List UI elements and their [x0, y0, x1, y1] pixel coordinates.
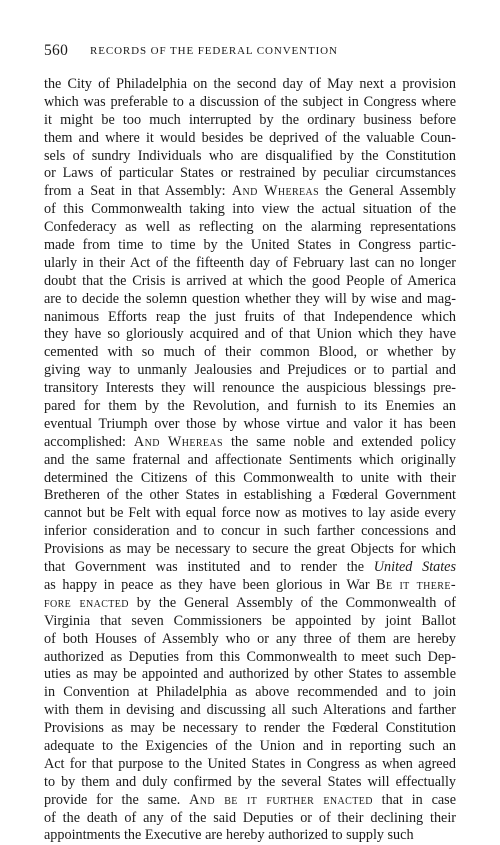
text-line: made from time to time by the United States in Congress partic-	[44, 237, 456, 254]
text-line: ularly in their Act of the fifteenth day of February last can no longer	[44, 254, 456, 271]
text-line: inferior consideration and to concur in such farther concessions and	[44, 523, 456, 540]
text-line: or Laws of particular States or restrained by peculiar circumstances	[44, 165, 456, 182]
text-line: Provisions as may be necessary to secure the great Objects for which	[44, 541, 456, 558]
text-line: of the death of any of the said Deputies or of their declining their	[44, 809, 456, 826]
text-line: from a Seat in that Assembly: And Whereas the General Assembly	[44, 183, 456, 200]
text-line: determined the Citizens of this Commonwealth to unite with their	[44, 469, 456, 486]
text-line: accomplished: And Whereas the same noble and extended policy	[44, 433, 456, 450]
text-line: uties as may be appointed and authorized by other States to assemble	[44, 666, 456, 683]
text-line: appointments the Executive are hereby authorized to supply such	[44, 827, 414, 844]
text-line: giving way to unmanly Jealousies and Prejudices or to partial and	[44, 362, 456, 379]
text-line: cemented with so much of their common Blood, or whether by	[44, 344, 456, 361]
text-line: Confederacy as well as reflecting on the alarming representations	[44, 219, 456, 236]
text-line: they have so gloriously acquired and of that Union which they have	[44, 326, 456, 343]
text-line: fore enacted by the General Assembly of the Commonwealth of	[44, 594, 456, 611]
text-line: cannot but be Felt with equal force now as motives to lay aside every	[44, 505, 456, 522]
text-line: Act for that purpose to the United States in Congress as when agreed	[44, 755, 456, 772]
running-title: RECORDS OF THE FEDERAL CONVENTION	[90, 45, 338, 57]
text-line: which was preferable to a discussion of the subject in Congress where	[44, 93, 456, 110]
text-line: Virginia that seven Commissioners be appointed by joint Ballot	[44, 612, 456, 629]
page-number: 560	[44, 42, 69, 59]
text-line: pared for them by the Revolution, and furnish to its Enemies an	[44, 398, 456, 415]
text-line: transitory Interests they will renounce the auspicious blessings pre-	[44, 380, 456, 397]
text-line: Bretheren of the other States in establishing a Fœderal Government	[44, 487, 456, 504]
text-line: of both Houses of Assembly who or any three of them are hereby	[44, 630, 456, 647]
text-line: and the same fraternal and affectionate Sentiments which originally	[44, 451, 456, 468]
text-line: the City of Philadelphia on the second day of May next a provision	[44, 76, 456, 92]
text-line: in Convention at Philadelphia as above recommended and to join	[44, 684, 456, 701]
text-line: Provisions as may be necessary to render the Fœderal Constitution	[44, 720, 456, 737]
body-text	[44, 76, 456, 845]
text-line: provide for the same. And be it further enacted that in case	[44, 791, 456, 808]
text-line: as happy in peace as they have been glorious in War Be it there-	[44, 576, 456, 593]
text-line: that Government was instituted and to render the United States	[44, 559, 456, 576]
text-line: nanimous Efforts reap the just fruits of that Independence which	[44, 308, 456, 325]
running-head	[44, 42, 464, 64]
text-line: adequate to the Exigencies of the Union and in reporting such an	[44, 737, 456, 754]
text-line: it might be too much interrupted by the ordinary business before	[44, 111, 456, 128]
text-line: of this Commonwealth taking into view the actual situation of the	[44, 201, 456, 218]
text-line: to by them and duly confirmed by the several States will effectually	[44, 773, 456, 790]
text-line: eventual Triumph over those by whose virtue and valor it has been	[44, 415, 456, 432]
text-line: with them in devising and discussing all such Alterations and farther	[44, 702, 456, 719]
text-line: are to decide the solemn question whether they will by wise and mag-	[44, 290, 456, 307]
text-line: sels of sundry Individuals who are disqualified by the Constitution	[44, 147, 456, 164]
text-line: them and where it would besides be deprived of the valuable Coun-	[44, 129, 456, 146]
text-line: doubt that the Crisis is arrived at which the good People of America	[44, 272, 456, 289]
text-line: authorized as Deputies from this Commonwealth to meet such Dep-	[44, 648, 456, 665]
